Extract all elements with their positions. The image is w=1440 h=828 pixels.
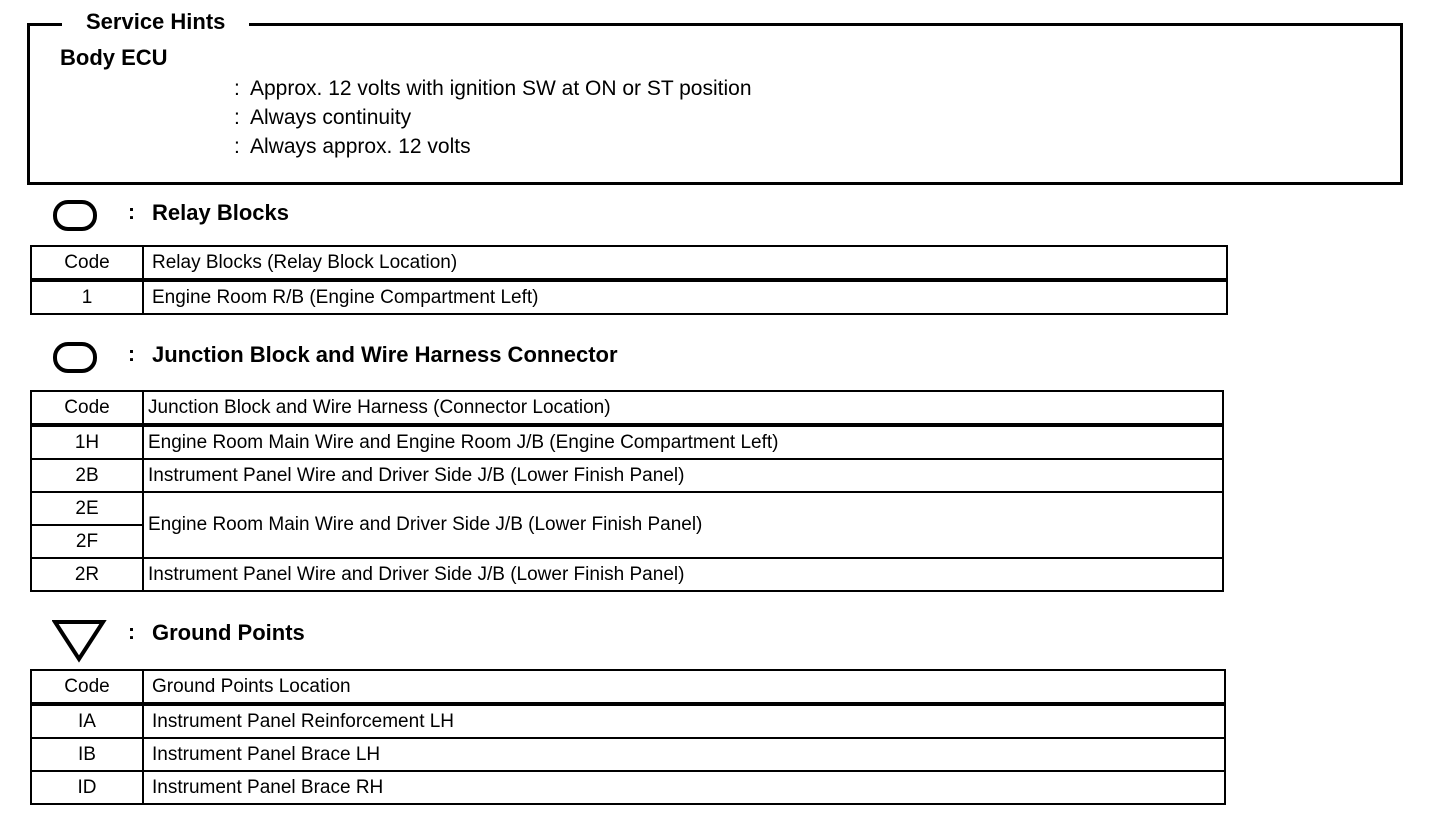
description-cell: Engine Room Main Wire and Engine Room J/B (Engine Compartment Left): [143, 425, 1223, 459]
description-header: Relay Blocks (Relay Block Location): [143, 246, 1227, 280]
hint-colon: :: [234, 77, 240, 100]
description-cell: Instrument Panel Brace LH: [143, 738, 1225, 771]
hint-row: [0, 75, 1000, 103]
table-row: [31, 459, 1223, 492]
section-colon: :: [128, 343, 135, 366]
ground-points-title: Ground Points: [152, 620, 305, 645]
hint-row: [0, 133, 1000, 161]
table-row: [31, 738, 1225, 771]
relay-blocks-table: [30, 245, 1228, 315]
relay-blocks-title: Relay Blocks: [152, 200, 289, 225]
table-row: [31, 558, 1223, 591]
table-header-row: [31, 246, 1227, 280]
description-cell: Instrument Panel Brace RH: [143, 771, 1225, 804]
section-colon: :: [128, 201, 135, 224]
hint-colon: :: [234, 135, 240, 158]
code-header: Code: [31, 246, 143, 280]
description-cell: Engine Room R/B (Engine Compartment Left): [143, 280, 1227, 314]
rounded-rectangle-icon: [52, 341, 100, 375]
ground-points-table: [30, 669, 1226, 805]
description-cell: Instrument Panel Wire and Driver Side J/B (Lower Finish Panel): [143, 558, 1223, 591]
table-row: [31, 280, 1227, 314]
table-row: [31, 425, 1223, 459]
section-colon: :: [128, 621, 135, 644]
code-cell: 2E: [31, 492, 143, 525]
table-header-row: [31, 391, 1223, 425]
code-cell: IA: [31, 704, 143, 738]
rounded-rectangle-icon: [52, 199, 100, 233]
service-hints-title: Service Hints: [62, 8, 249, 36]
junction-blocks-title: Junction Block and Wire Harness Connector: [152, 342, 618, 367]
description-header: Ground Points Location: [143, 670, 1225, 704]
table-row: [31, 771, 1225, 804]
down-triangle-icon: [52, 619, 108, 663]
description-cell: Instrument Panel Reinforcement LH: [143, 704, 1225, 738]
code-cell: ID: [31, 771, 143, 804]
hint-row: [0, 104, 1000, 132]
code-cell: 1: [31, 280, 143, 314]
service-hints-subtitle: Body ECU: [60, 45, 168, 70]
table-header-row: [31, 670, 1225, 704]
table-row: [31, 492, 1223, 525]
description-cell: Engine Room Main Wire and Driver Side J/B (Lower Finish Panel): [143, 492, 1223, 558]
code-cell: 2F: [31, 525, 143, 558]
code-cell: IB: [31, 738, 143, 771]
hint-description: Always approx. 12 volts: [250, 135, 471, 158]
code-cell: 2B: [31, 459, 143, 492]
code-cell: 1H: [31, 425, 143, 459]
description-header: Junction Block and Wire Harness (Connector Location): [143, 391, 1223, 425]
description-cell: Instrument Panel Wire and Driver Side J/B (Lower Finish Panel): [143, 459, 1223, 492]
table-row: [31, 704, 1225, 738]
junction-blocks-table: [30, 390, 1224, 592]
code-header: Code: [31, 670, 143, 704]
hint-colon: :: [234, 106, 240, 129]
code-header: Code: [31, 391, 143, 425]
hint-description: Always continuity: [250, 106, 412, 129]
code-cell: 2R: [31, 558, 143, 591]
hint-description: Approx. 12 volts with ignition SW at ON or ST position: [250, 77, 752, 100]
